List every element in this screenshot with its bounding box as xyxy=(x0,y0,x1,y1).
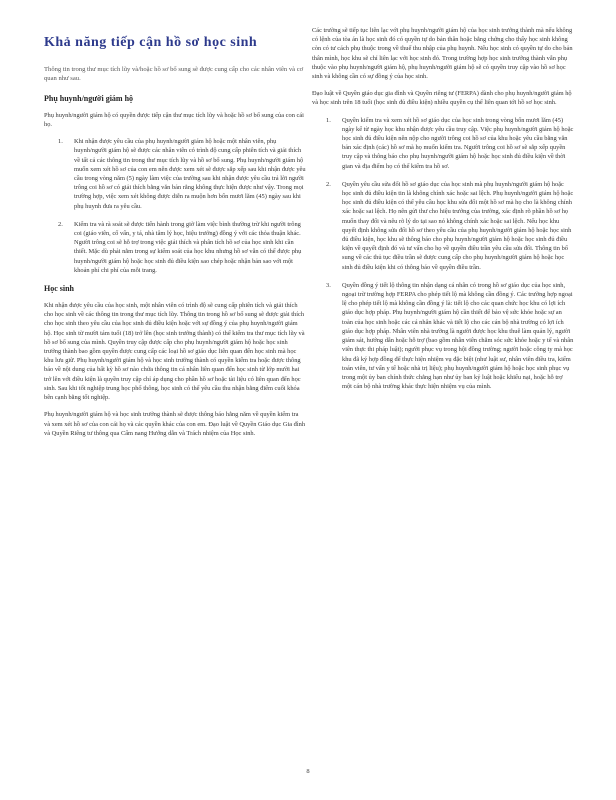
list-item xyxy=(312,281,574,391)
student-paragraph: Phụ huynh/người giám hộ và học sinh trưởng thành sẽ được thông báo hằng năm về quyền kiểm tra và xem xét hồ sơ của con cái họ và các quyền khác của con em. Đạo luật về Quyền Giáo dục Gia đình và Quyền Riêng tư thông qua Cẩm nang Hướng dẫn và Trách nhiệm của Học sinh. xyxy=(44,411,306,437)
parent-intro: Phụ huynh/người giám hộ có quyền được tiếp cận thư mục tích lũy và hoặc hồ sơ bổ sung của con cái họ. xyxy=(44,111,304,129)
right-column xyxy=(312,26,574,400)
student-section-heading: Học sinh xyxy=(44,284,75,294)
list-item xyxy=(44,220,306,275)
student-paragraph: Các trường sẽ tiếp tục liên lạc với phụ huynh/người giám hộ của học sinh trưởng thành mà nếu không có lệnh của tòa án là học sinh đó có quyền tự do bản thân hoặc bằng chứng cho thấy học sinh không còn có tư cách phụ thuộc trong về thuế thu nhập của phụ huynh. Nếu học sinh có quyền tự do cho bản thân mình, học khu sẽ chỉ liên lạc với học sinh đó. Trong trường hợp học sinh trưởng thành vẫn phụ thuộc vào phụ huynh/người giám hộ, phụ huynh/người giám hộ sẽ có quyền truy cập vào hồ sơ học sinh và không cần có sự đồng ý của học sinh. xyxy=(312,27,573,81)
list-item-text: Quyền kiểm tra và xem xét hồ sơ giáo dục của học sinh trong vòng bốn mươi lăm (45) ngày kể từ ngày học khu nhận được yêu cầu truy cập. Việc phụ huynh/người giám hộ hoặc học sinh đủ điều kiện nên nộp cho người trông coi hồ sơ của khu hoặc yêu cầu bằng văn bản xác định (các) hồ sơ mà họ muốn kiểm tra. Người trông coi hồ sơ sẽ sắp xếp quyền truy cập và thông báo cho phụ huynh/người giám hộ hoặc học sinh đủ điều kiện về thời gian và địa điểm họ có thể kiểm tra hồ sơ. xyxy=(342,116,574,170)
parent-list xyxy=(44,137,306,275)
list-item-text: Kiểm tra và rà soát sẽ được tiến hành trong giờ làm việc bình thường trừ khi người trông coi (giáo viên, cố vấn, y tá, nhà tâm lý học, hiệu trưởng) đồng ý với các thỏa thuận khác. Người trông coi sẽ hỗ trợ trong việc giải thích và phân tích hồ sơ của học sinh khi cần thiết. Mặc dù phải nằm trong sự kiểm soát của học khu nhưng hồ sơ vẫn có thể được phụ huynh/người giám hộ hoặc học sinh đủ điều kiện sao chép hoặc nhận bản sao với một khoản phí chi phí của mỗi trang. xyxy=(74,220,302,274)
ferpa-list xyxy=(312,116,574,392)
list-item xyxy=(312,180,574,272)
list-item xyxy=(312,116,574,171)
ferpa-intro: Đạo luật về Quyền giáo dục gia đình và Quyền riêng tư (FERPA) dành cho phụ huynh/người giám hộ và học sinh trên 18 tuổi (học sinh đủ điều kiện) nhiều quyền cụ thể liên quan tới hồ sơ học sinh. xyxy=(312,90,572,107)
list-item xyxy=(44,137,306,211)
list-number: 1. xyxy=(326,116,331,124)
list-number: 2. xyxy=(326,180,331,188)
page-title: Khả năng tiếp cận hồ sơ học sinh xyxy=(44,35,258,50)
list-number: 1. xyxy=(58,138,63,146)
list-item-text: Quyền đồng ý tiết lộ thông tin nhận dạng cá nhân có trong hồ sơ giáo dục của học sinh, ngoại trừ trường hợp FERPA cho phép tiết lộ mà không cần đồng ý. Các trường hợp ngoại lệ cho phép tiết lộ mà không cần đồng ý là: tiết lộ cho các quan chức học khu có lợi ích giáo dục hợp pháp. Phụ huynh/người giám hộ cần thiết để bảo vệ sức khỏe hoặc sự an toàn của học sinh hoặc các cá nhân khác và tiết lộ cho các cán bộ nhà trường có lợi ích giáo dục hợp pháp. Nhân viên nhà trường là người được học khu thuê làm quản lý, người giám sát, hướng dẫn hoặc hỗ trợ (bao gồm nhân viên chăm sóc sức khỏe hoặc y tế và nhân viên thực thi pháp luật); người phục vụ trong hội đồng trường; người hoặc công ty mà học khu đã ký hợp đồng để thực hiện nhiệm vụ đặc biệt (như luật sư, nhân viên điều tra, kiểm toán viên, tư vấn y tế hoặc nhà trị liệu); phụ huynh/người giám hộ hoặc học sinh phục vụ trong một ủy ban chính thức chẳng hạn như ủy ban kỷ luật hoặc khiếu nại, hoặc hỗ trợ một cán bộ nhà trường khác thực hiện nhiệm vụ của mình. xyxy=(342,281,574,391)
left-column xyxy=(44,26,306,446)
intro-text: Thông tin trong thư mục tích lũy và/hoặc hồ sơ bổ sung sẽ được cung cấp cho các nhân viên và cơ quan như sau. xyxy=(44,66,304,83)
list-item-text: Quyền yêu cầu sửa đổi hồ sơ giáo dục của học sinh mà phụ huynh/người giám hộ hoặc học sinh đủ điều kiện tin là không chính xác hoặc sai lệch. Phụ huynh/người giám hộ hoặc học sinh đủ điều kiện có thể yêu cầu học khu sửa đổi một hồ sơ mà họ cho là không chính xác hoặc sai lệch. Họ nên gửi thư cho hiệu trưởng của trường, xác định rõ phần hồ sơ họ muốn thay đổi và nêu rõ lý do tại sao nó không chính xác hoặc sai lệch. Nếu học khu quyết định không sửa đổi hồ sơ theo yêu cầu của phụ huynh/người giám hộ hoặc học sinh đủ điều kiện, học khu sẽ thông báo cho phụ huynh/người giám hộ hoặc học sinh đủ điều kiện về quyết định đó và tư vấn cho họ về quyền điều trần yêu cầu sửa đổi. Thông tin bổ sung về các thủ tục điều trần sẽ được cung cấp cho phụ huynh/người giám hộ hoặc học sinh đủ điều kiện khi có thông báo về quyền điều trần. xyxy=(342,180,574,271)
parent-section-heading: Phụ huynh/người giám hộ xyxy=(44,93,134,103)
student-paragraph: Khi nhận được yêu cầu của học sinh, một nhân viên có trình độ sẽ cung cấp phiên tích và giải thích cho học sinh về các thông tin trong thư mục tích lũy. Thông tin trong hồ sơ bổ sung sẽ được giải thích cho học sinh theo yêu cầu của học sinh đủ điều kiện hoặc với sự đồng ý của phụ huynh/người giám hộ. Học sinh từ mười tám tuổi (18) trở lên (học sinh trưởng thành) có thể kiểm tra thư mục tích lũy và hồ sơ bổ sung của mình. Quyền truy cập được cấp cho phụ huynh/người giám hộ hoặc học sinh trưởng thành bao gồm quyền được cung cấp các loại hồ sơ giáo dục liên quan đến học sinh mà học khu lưu giữ. Phụ huynh/người giám hộ và học sinh trưởng thành có quyền kiểm tra hoặc được thông báo về nội dung của bất kỳ hồ sơ nào chứa thông tin cá nhân liên quan đến học sinh từ lớp mười hai trở lên với điều kiện là quyền truy cập chỉ áp dụng cho phần hồ sơ hoặc tài liệu có liên quan đến học sinh. Sau khi tốt nghiệp trung học phổ thông, học sinh có thể yêu cầu thu nhận bằng điểm cuối khóa bên cạnh bằng tốt nghiệp. xyxy=(44,302,305,402)
list-number: 3. xyxy=(326,281,331,289)
page-number: 8 xyxy=(306,768,310,775)
list-number: 2. xyxy=(58,220,63,228)
list-item-text: Khi nhận được yêu cầu của phụ huynh/người giám hộ hoặc một nhân viên, phụ huynh/người giám hộ sẽ được các nhân viên có trình độ cung cấp phiên tích và giải thích về tất cả các thông tin trong thư mục tích lũy và hồ sơ bổ sung. Phụ huynh/người giám hộ muốn xem xét hồ sơ của con em nên được xem xét sẽ được sắp xếp sau khi nhận được yêu cầu trong vòng năm (5) ngày làm việc của trường sau khi nhận được yêu cầu trả lời người trông coi hồ sơ có giải thích bằng văn bản rằng không thực hiện được như vậy. Trong mọi trường hợp, việc xem xét không được diễn ra muộn hơn bốn mươi lăm (45) ngày sau khi phụ huynh đưa ra yêu cầu. xyxy=(74,138,306,210)
